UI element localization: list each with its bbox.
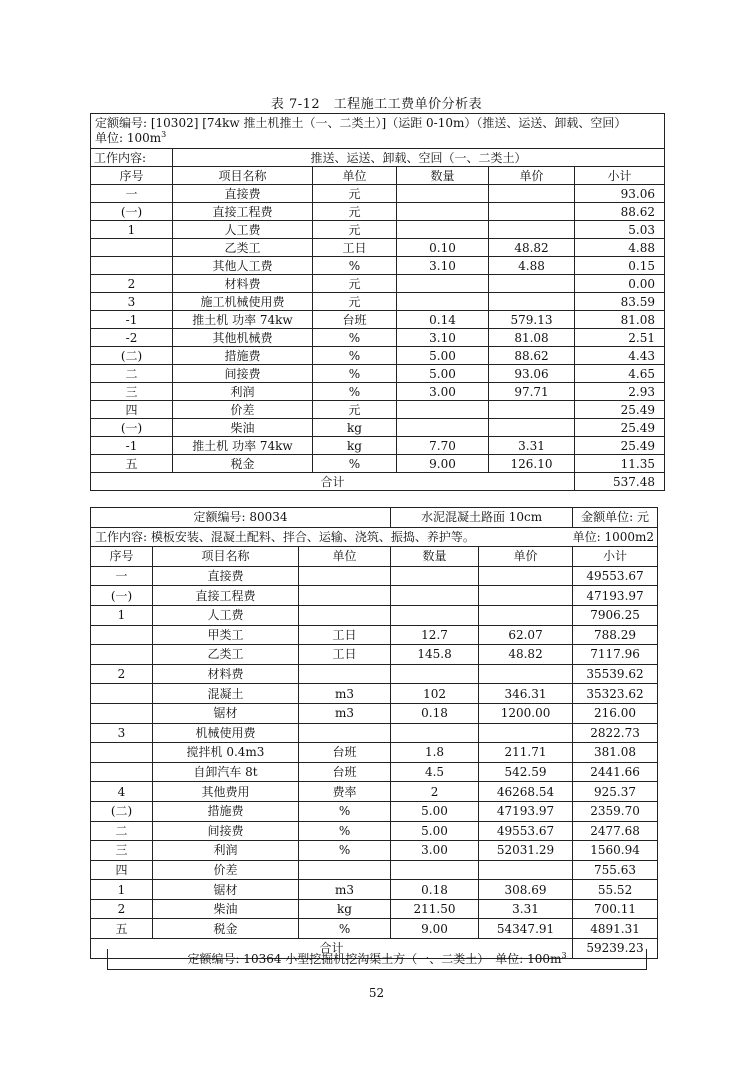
table-cell: 35539.62 <box>573 664 658 684</box>
table-cell: 46268.54 <box>479 782 573 802</box>
table-cell: (一) <box>91 419 173 437</box>
table-row <box>91 347 665 365</box>
table-cell <box>397 203 489 221</box>
table-header-row <box>91 547 658 567</box>
column-header: 小计 <box>573 547 658 567</box>
table-cell: 乙类工 <box>153 645 299 665</box>
table-cell <box>479 723 573 743</box>
table-cell <box>489 185 575 203</box>
table-cell <box>91 762 153 782</box>
table-cell: 2.51 <box>575 329 665 347</box>
table-cell: 579.13 <box>489 311 575 329</box>
table-cell: 五 <box>91 455 173 473</box>
table-cell: 工日 <box>299 625 391 645</box>
table-cell: 工日 <box>313 239 397 257</box>
table-cell: 价差 <box>173 401 313 419</box>
table-cell: 5.00 <box>391 821 479 841</box>
table-cell: 工日 <box>299 645 391 665</box>
table-cell <box>397 185 489 203</box>
table-cell: 利润 <box>153 841 299 861</box>
table-cell: 材料费 <box>173 275 313 293</box>
table-cell: 直接费 <box>173 185 313 203</box>
table-cell: 7.70 <box>397 437 489 455</box>
table-cell: 柴油 <box>173 419 313 437</box>
table-row <box>91 203 665 221</box>
table-cell: 788.29 <box>573 625 658 645</box>
table-cell: 5.00 <box>391 801 479 821</box>
table-cell: 2 <box>91 664 153 684</box>
table-cell: 2.93 <box>575 383 665 401</box>
table-cell: 4.43 <box>575 347 665 365</box>
table-cell: 1 <box>91 880 153 900</box>
table-cell: 其他人工费 <box>173 257 313 275</box>
table-cell: 二 <box>91 365 173 383</box>
table-cell: 3.00 <box>397 383 489 401</box>
table-cell: 1.8 <box>391 743 479 763</box>
table-cell: 元 <box>313 185 397 203</box>
table-cell: 7117.96 <box>573 645 658 665</box>
table-cell: 25.49 <box>575 437 665 455</box>
table-cell: kg <box>313 419 397 437</box>
table-cell: % <box>299 801 391 821</box>
table-cell: 台班 <box>299 762 391 782</box>
table-cell: 102 <box>391 684 479 704</box>
table-cell: 二 <box>91 821 153 841</box>
table-cell: 1 <box>91 605 153 625</box>
table-cell: m3 <box>299 703 391 723</box>
table-cell: 元 <box>313 221 397 239</box>
table-cell: 其他机械费 <box>173 329 313 347</box>
table-cell <box>479 860 573 880</box>
column-header: 数量 <box>397 167 489 185</box>
table-row <box>91 383 665 401</box>
table-cell: % <box>313 257 397 275</box>
table-cell: % <box>299 841 391 861</box>
table-cell <box>299 586 391 606</box>
table-row <box>91 239 665 257</box>
table-cell: m3 <box>299 880 391 900</box>
table-cell: 1 <box>91 221 173 239</box>
table-row <box>91 257 665 275</box>
table-row <box>91 743 658 763</box>
table-cell: 直接工程费 <box>173 203 313 221</box>
table-cell: 9.00 <box>391 919 479 939</box>
table-cell: 47193.97 <box>573 586 658 606</box>
table-row <box>91 899 658 919</box>
table-cell: 88.62 <box>489 347 575 365</box>
quota-number: 定额编号: 80034 <box>91 508 391 528</box>
total-value: 59239.23 <box>573 939 658 959</box>
column-header: 单位 <box>313 167 397 185</box>
table-cell: 2 <box>391 782 479 802</box>
table-cell <box>299 723 391 743</box>
table-cell <box>397 293 489 311</box>
table-cell: 0.15 <box>575 257 665 275</box>
unit-label: 单位: 1000m2 <box>572 529 655 544</box>
work-content: 推送、运送、卸载、空回（一、二类土） <box>173 149 665 167</box>
table-cell: 0.18 <box>391 880 479 900</box>
table-cell: 直接工程费 <box>153 586 299 606</box>
table-cell <box>299 605 391 625</box>
table-cell: 0.00 <box>575 275 665 293</box>
table-cell <box>391 723 479 743</box>
table-cell: 88.62 <box>575 203 665 221</box>
table-cell: 211.50 <box>391 899 479 919</box>
table-cell: 2 <box>91 275 173 293</box>
table-cell: 1200.00 <box>479 703 573 723</box>
table-cell: 4891.31 <box>573 919 658 939</box>
table-header-row <box>91 167 665 185</box>
table-cell <box>299 664 391 684</box>
table-cell: (二) <box>91 801 153 821</box>
table-cell: 0.14 <box>397 311 489 329</box>
table-cell <box>489 203 575 221</box>
table-cell: 0.10 <box>397 239 489 257</box>
table-cell: 12.7 <box>391 625 479 645</box>
table-cell <box>391 566 479 586</box>
table-cell: 元 <box>313 401 397 419</box>
table-cell: 3 <box>91 293 173 311</box>
table-cell: (一) <box>91 203 173 221</box>
table-cell: 施工机械使用费 <box>173 293 313 311</box>
table-cell: 308.69 <box>479 880 573 900</box>
table-cell: 83.59 <box>575 293 665 311</box>
table-cell: 台班 <box>313 311 397 329</box>
table-cell: 五 <box>91 919 153 939</box>
table-cell <box>91 257 173 275</box>
table-cell: 3 <box>91 723 153 743</box>
table-cell: 甲类工 <box>153 625 299 645</box>
table-row <box>91 437 665 455</box>
table-cell <box>391 860 479 880</box>
table-cell: 25.49 <box>575 419 665 437</box>
table-cell: m3 <box>299 684 391 704</box>
table-cell: 搅拌机 0.4m3 <box>153 743 299 763</box>
column-header: 单位 <box>299 547 391 567</box>
table-cell: 2477.68 <box>573 821 658 841</box>
table-cell: 2822.73 <box>573 723 658 743</box>
table-cell: 费率 <box>299 782 391 802</box>
table-cell: % <box>313 365 397 383</box>
table-row <box>91 625 658 645</box>
table-cell: kg <box>299 899 391 919</box>
table-row <box>91 821 658 841</box>
table-row <box>91 605 658 625</box>
table-row <box>91 645 658 665</box>
total-value: 537.48 <box>575 473 665 491</box>
table-cell: -2 <box>91 329 173 347</box>
total-label: 合计 <box>91 939 573 959</box>
work-content-line <box>91 527 658 547</box>
table-cell: 措施费 <box>153 801 299 821</box>
column-header: 序号 <box>91 167 173 185</box>
table-cell: 5.00 <box>397 347 489 365</box>
table-row <box>91 401 665 419</box>
table-cell: 346.31 <box>479 684 573 704</box>
table-cell <box>479 586 573 606</box>
table-cell <box>91 645 153 665</box>
table-cell: 推土机 功率 74kw <box>173 437 313 455</box>
table-cell: kg <box>313 437 397 455</box>
table-cell: 126.10 <box>489 455 575 473</box>
table-row <box>91 703 658 723</box>
table-cell: 4.88 <box>489 257 575 275</box>
table-cell: 其他费用 <box>153 782 299 802</box>
table-cell: 49553.67 <box>573 566 658 586</box>
table-cell: 税金 <box>173 455 313 473</box>
table-cell: 9.00 <box>397 455 489 473</box>
table-cell: 2 <box>91 899 153 919</box>
quota-name: 水泥混凝土路面 10cm <box>391 508 573 528</box>
column-header: 项目名称 <box>153 547 299 567</box>
work-content-label: 工作内容: <box>91 149 173 167</box>
money-unit: 金额单位: 元 <box>573 508 658 528</box>
table-cell: 216.00 <box>573 703 658 723</box>
table-cell: 81.08 <box>575 311 665 329</box>
table-cell <box>397 221 489 239</box>
table-cell: 人工费 <box>173 221 313 239</box>
table-cell: 元 <box>313 275 397 293</box>
table-cell: 54347.91 <box>479 919 573 939</box>
table-cell: 一 <box>91 566 153 586</box>
table-cell <box>489 293 575 311</box>
table-cell: 81.08 <box>489 329 575 347</box>
table-cell <box>299 566 391 586</box>
table-cell <box>91 703 153 723</box>
table-cell: 混凝土 <box>153 684 299 704</box>
table-row <box>91 723 658 743</box>
table-row <box>91 365 665 383</box>
table-cell: 人工费 <box>153 605 299 625</box>
table-row <box>91 762 658 782</box>
table-cell: 间接费 <box>173 365 313 383</box>
table-row <box>91 586 658 606</box>
table-cell: -1 <box>91 437 173 455</box>
table-cell: 四 <box>91 401 173 419</box>
table-cell: (一) <box>91 586 153 606</box>
table-cell: 3.00 <box>391 841 479 861</box>
table-cell: 间接费 <box>153 821 299 841</box>
table-cell: % <box>313 455 397 473</box>
table-cell: 97.71 <box>489 383 575 401</box>
table-cell <box>479 566 573 586</box>
table-cell <box>91 684 153 704</box>
quota-header <box>91 114 665 149</box>
unit-price-table-2 <box>90 507 658 959</box>
table-cell: % <box>299 821 391 841</box>
table-cell: 4 <box>91 782 153 802</box>
column-header: 数量 <box>391 547 479 567</box>
total-row <box>91 473 665 491</box>
table-cell: 四 <box>91 860 153 880</box>
table-cell: % <box>313 347 397 365</box>
total-label: 合计 <box>91 473 575 491</box>
table-cell <box>397 401 489 419</box>
table-row <box>91 329 665 347</box>
table-cell: 145.8 <box>391 645 479 665</box>
table-cell: 元 <box>313 293 397 311</box>
table-row <box>91 311 665 329</box>
table-cell: 4.5 <box>391 762 479 782</box>
table-cell: 三 <box>91 841 153 861</box>
table-row <box>91 664 658 684</box>
table-cell: 211.71 <box>479 743 573 763</box>
table-cell: 5.00 <box>397 365 489 383</box>
table-cell <box>91 743 153 763</box>
page-number: 52 <box>368 986 385 1000</box>
table-cell: % <box>299 919 391 939</box>
page-title: 表 7-12 工程施工工费单价分析表 <box>270 97 483 112</box>
table-cell: 机械使用费 <box>153 723 299 743</box>
table-cell: 52031.29 <box>479 841 573 861</box>
table-cell <box>91 625 153 645</box>
table-cell <box>479 605 573 625</box>
table-cell <box>489 401 575 419</box>
table-cell: 7906.25 <box>573 605 658 625</box>
table-cell: 推土机 功率 74kw <box>173 311 313 329</box>
table-row <box>91 801 658 821</box>
table-cell: 11.35 <box>575 455 665 473</box>
table-cell <box>397 419 489 437</box>
table-row <box>91 880 658 900</box>
table-row <box>91 185 665 203</box>
table-cell: 2359.70 <box>573 801 658 821</box>
table-cell <box>479 664 573 684</box>
table-cell <box>91 239 173 257</box>
table-cell: 乙类工 <box>173 239 313 257</box>
column-header: 项目名称 <box>173 167 313 185</box>
table-cell: % <box>313 329 397 347</box>
table-cell: 35323.62 <box>573 684 658 704</box>
column-header: 单价 <box>479 547 573 567</box>
table-cell <box>489 221 575 239</box>
table-row <box>91 419 665 437</box>
table-cell: 25.49 <box>575 401 665 419</box>
table-cell <box>489 275 575 293</box>
quota-line: 定额编号: [10302] [74kw 推土机推土（一、二类土）]（运距 0-10m）（推送、运送、卸载、空回） <box>95 116 627 130</box>
table-cell: 一 <box>91 185 173 203</box>
table-cell: % <box>313 383 397 401</box>
table-row <box>91 684 658 704</box>
table-cell: 柴油 <box>153 899 299 919</box>
table-cell: 台班 <box>299 743 391 763</box>
work-content: 工作内容: 模板安装、混凝土配料、拌合、运输、浇筑、振捣、养护等。 <box>95 529 475 544</box>
unit-price-table-1 <box>90 113 665 491</box>
table-cell: 三 <box>91 383 173 401</box>
table-row <box>91 221 665 239</box>
table-cell: 49553.67 <box>479 821 573 841</box>
table-cell: 55.52 <box>573 880 658 900</box>
table-cell: 48.82 <box>479 645 573 665</box>
table-row <box>91 566 658 586</box>
table-cell: 直接费 <box>153 566 299 586</box>
table-cell <box>391 664 479 684</box>
table-cell: 3.10 <box>397 329 489 347</box>
table-cell <box>489 419 575 437</box>
table-row <box>91 841 658 861</box>
table-cell: 542.59 <box>479 762 573 782</box>
table-cell: 5.03 <box>575 221 665 239</box>
table-cell: 3.10 <box>397 257 489 275</box>
table-cell: 755.63 <box>573 860 658 880</box>
table-cell: 4.88 <box>575 239 665 257</box>
table-row <box>91 782 658 802</box>
table-cell <box>391 605 479 625</box>
table-cell: 税金 <box>153 919 299 939</box>
table-cell: 利润 <box>173 383 313 401</box>
table-cell: 381.08 <box>573 743 658 763</box>
table-cell: -1 <box>91 311 173 329</box>
table-cell: 元 <box>313 203 397 221</box>
table-cell: 47193.97 <box>479 801 573 821</box>
table-cell: 锯材 <box>153 703 299 723</box>
table-cell <box>397 275 489 293</box>
table-cell: 2441.66 <box>573 762 658 782</box>
table-cell: 48.82 <box>489 239 575 257</box>
next-quota-line: 定额编号: 10364 小型挖掘机挖沟渠土方（一、二类土） 单位: $100m^3$ <box>107 949 647 970</box>
column-header: 小计 <box>575 167 665 185</box>
table-cell: 62.07 <box>479 625 573 645</box>
table-row <box>91 293 665 311</box>
table-cell: 3.31 <box>479 899 573 919</box>
table-cell <box>391 586 479 606</box>
table-cell: 措施费 <box>173 347 313 365</box>
table-cell: 93.06 <box>575 185 665 203</box>
table-cell: 价差 <box>153 860 299 880</box>
table-cell: 93.06 <box>489 365 575 383</box>
table-cell: 0.18 <box>391 703 479 723</box>
unit-line: 单位: $100m^3$ <box>95 130 167 145</box>
table-cell: (二) <box>91 347 173 365</box>
column-header: 单价 <box>489 167 575 185</box>
table-cell: 自卸汽车 8t <box>153 762 299 782</box>
table-cell: 925.37 <box>573 782 658 802</box>
table-cell: 锯材 <box>153 880 299 900</box>
table-cell: 4.65 <box>575 365 665 383</box>
table-row <box>91 919 658 939</box>
table-row <box>91 275 665 293</box>
table-row <box>91 455 665 473</box>
column-header: 序号 <box>91 547 153 567</box>
table-cell: 材料费 <box>153 664 299 684</box>
table-row <box>91 860 658 880</box>
table-cell: 3.31 <box>489 437 575 455</box>
table-cell <box>299 860 391 880</box>
table-cell: 1560.94 <box>573 841 658 861</box>
table-cell: 700.11 <box>573 899 658 919</box>
